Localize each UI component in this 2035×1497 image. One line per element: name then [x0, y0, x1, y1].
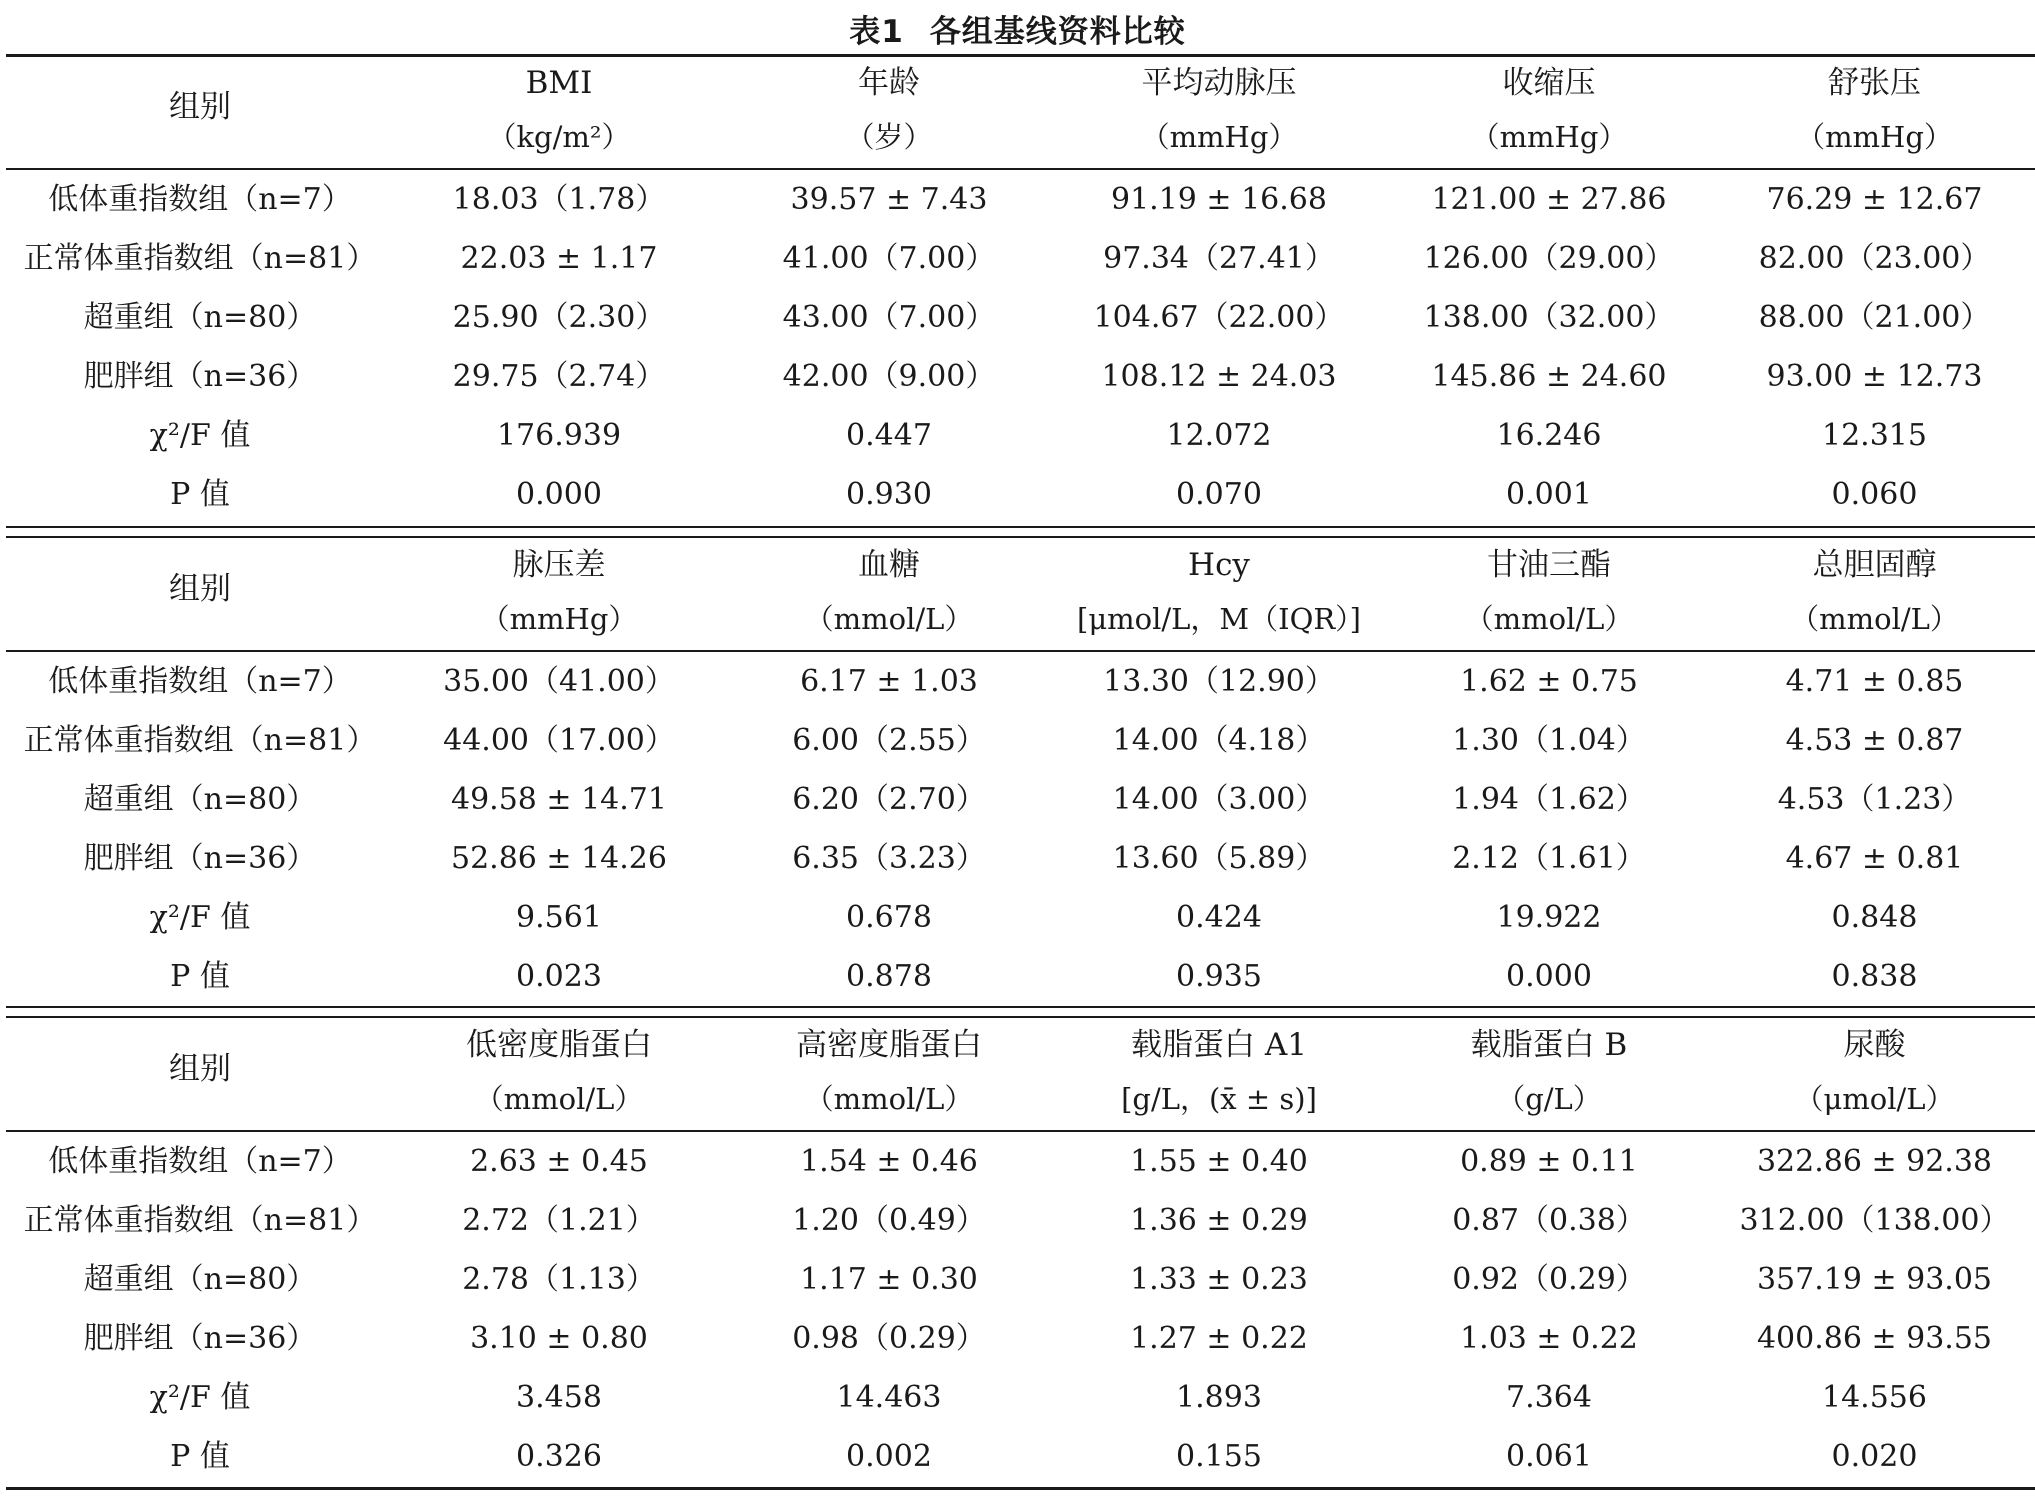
column-header: 舒张压 （mmHg）	[1796, 65, 1953, 154]
table-cell: 145.86 ± 24.60	[1431, 359, 1667, 394]
table-row	[6, 888, 2035, 947]
column-header-group: 组别	[169, 1051, 231, 1087]
table-cell: 14.00（4.18）	[1112, 723, 1326, 758]
table-row	[6, 770, 2035, 829]
table-cell: 97.34（27.41）	[1103, 241, 1335, 276]
table-row	[6, 947, 2035, 1006]
column-header: 收缩压 （mmHg）	[1470, 65, 1628, 154]
table-cell: 1.54 ± 0.46	[800, 1144, 978, 1179]
table-row	[6, 1250, 2035, 1309]
table-cell: 0.848	[1831, 900, 1918, 935]
table-cell: 1.30（1.04）	[1452, 723, 1646, 758]
table-row	[6, 288, 2035, 347]
table-cell: 3.10 ± 0.80	[470, 1321, 648, 1356]
table-row	[6, 1309, 2035, 1368]
table-cell: 19.922	[1496, 900, 1602, 935]
table-cell: 42.00（9.00）	[782, 359, 996, 394]
table-cell: 1.36 ± 0.29	[1130, 1203, 1308, 1238]
table-cell: 0.92（0.29）	[1452, 1262, 1646, 1297]
column-header: 血糖 （mmol/L）	[804, 547, 974, 636]
table-cell: 1.62 ± 0.75	[1460, 664, 1638, 699]
table-cell: 13.60（5.89）	[1112, 841, 1326, 876]
table-cell: 41.00（7.00）	[782, 241, 996, 276]
table-cell: 138.00（32.00）	[1423, 300, 1675, 335]
table-cell: 6.20（2.70）	[792, 782, 986, 817]
table-cell: 0.87（0.38）	[1452, 1203, 1646, 1238]
table-cell: 22.03 ± 1.17	[460, 241, 658, 276]
column-header: 平均动脉压 （mmHg）	[1140, 65, 1298, 154]
table-cell: 0.424	[1176, 900, 1262, 935]
row-label: 肥胖组（n=36）	[83, 841, 317, 876]
table-cell: 6.00（2.55）	[792, 723, 986, 758]
table-row	[6, 1132, 2035, 1191]
table-cell: 44.00（17.00）	[443, 723, 675, 758]
table-cell: 0.002	[846, 1439, 932, 1474]
header-row	[6, 538, 2035, 652]
table-cell: 0.678	[846, 900, 932, 935]
table-cell: 93.00 ± 12.73	[1766, 359, 1983, 394]
table-cell: 1.55 ± 0.40	[1130, 1144, 1308, 1179]
column-header: 载脂蛋白 A1 [g/L，(x̄ ± s)]	[1121, 1027, 1317, 1116]
column-header-group: 组别	[169, 89, 231, 125]
table-cell: 0.000	[1506, 959, 1592, 994]
table-cell: 13.30（12.90）	[1103, 664, 1335, 699]
table-cell: 0.838	[1831, 959, 1918, 994]
table-caption: 各组基线资料比较	[929, 14, 1186, 50]
table-cell: 35.00（41.00）	[443, 664, 675, 699]
column-header: 总胆固醇 （mmol/L）	[1790, 547, 1959, 636]
table-cell: 12.315	[1822, 418, 1927, 453]
table-cell: 1.893	[1176, 1380, 1262, 1415]
table-cell: 0.930	[846, 477, 932, 512]
table-cell: 2.63 ± 0.45	[470, 1144, 648, 1179]
column-header: 载脂蛋白 B （g/L）	[1470, 1027, 1628, 1116]
table-cell: 0.023	[516, 959, 602, 994]
table-cell: 104.67（22.00）	[1093, 300, 1345, 335]
table-cell: 1.33 ± 0.23	[1130, 1262, 1308, 1297]
table-cell: 0.070	[1176, 477, 1262, 512]
table-cell: 2.12（1.61）	[1452, 841, 1646, 876]
table-row	[6, 170, 2035, 229]
column-header: Hcy [μmol/L，M（IQR）]	[1077, 547, 1361, 636]
table-cell: 1.17 ± 0.30	[800, 1262, 978, 1297]
table-cell: 322.86 ± 92.38	[1756, 1144, 1993, 1179]
table-cell: 312.00（138.00）	[1739, 1203, 2010, 1238]
table-cell: 6.17 ± 1.03	[800, 664, 978, 699]
table-cell: 3.458	[516, 1380, 602, 1415]
table-cell: 52.86 ± 14.26	[451, 841, 667, 876]
row-label: χ²/F 值	[149, 900, 251, 935]
table-cell: 82.00（23.00）	[1758, 241, 1991, 276]
table-row	[6, 711, 2035, 770]
table-cell: 12.072	[1166, 418, 1272, 453]
table-row	[6, 406, 2035, 465]
row-label: χ²/F 值	[149, 1380, 251, 1415]
column-header: BMI （kg/m²）	[487, 65, 631, 154]
row-label: 超重组（n=80）	[83, 1262, 317, 1297]
table-cell: 357.19 ± 93.05	[1756, 1262, 1993, 1297]
column-header-group: 组别	[169, 571, 231, 607]
row-label: χ²/F 值	[149, 418, 251, 453]
table-cell: 1.27 ± 0.22	[1130, 1321, 1308, 1356]
table-cell: 4.71 ± 0.85	[1785, 664, 1964, 699]
row-label: 正常体重指数组（n=81）	[23, 241, 377, 276]
table-cell: 400.86 ± 93.55	[1756, 1321, 1993, 1356]
table-cell: 14.463	[836, 1380, 942, 1415]
table-cell: 1.94（1.62）	[1452, 782, 1646, 817]
column-header: 低密度脂蛋白 （mmol/L）	[466, 1027, 652, 1116]
table-cell: 91.19 ± 16.68	[1111, 182, 1327, 217]
table-cell: 108.12 ± 24.03	[1101, 359, 1337, 394]
table-row	[6, 465, 2035, 524]
table-cell: 0.155	[1176, 1439, 1262, 1474]
table-cell: 6.35（3.23）	[792, 841, 986, 876]
table-row	[6, 1368, 2035, 1427]
table-cell: 43.00（7.00）	[782, 300, 996, 335]
section-rule-1a	[6, 526, 2035, 528]
row-label: P 值	[170, 959, 230, 994]
table-cell: 49.58 ± 14.71	[451, 782, 667, 817]
table-cell: 2.78（1.13）	[462, 1262, 656, 1297]
table-row	[6, 229, 2035, 288]
row-label: 低体重指数组（n=7）	[48, 664, 352, 699]
table-cell: 25.90（2.30）	[452, 300, 666, 335]
column-header: 年龄 （岁）	[845, 65, 933, 154]
table-cell: 16.246	[1496, 418, 1602, 453]
table-cell: 0.060	[1831, 477, 1918, 512]
table-cell: 39.57 ± 7.43	[790, 182, 988, 217]
table-cell: 7.364	[1506, 1380, 1592, 1415]
table-row	[6, 347, 2035, 406]
row-label: 正常体重指数组（n=81）	[23, 1203, 377, 1238]
table-cell: 0.89 ± 0.11	[1460, 1144, 1638, 1179]
table-cell: 1.03 ± 0.22	[1460, 1321, 1638, 1356]
table-row	[6, 1427, 2035, 1486]
table-cell: 88.00（21.00）	[1758, 300, 1991, 335]
table-row	[6, 1191, 2035, 1250]
table-cell: 4.53（1.23）	[1777, 782, 1972, 817]
row-label: 低体重指数组（n=7）	[48, 1144, 352, 1179]
row-label: P 值	[170, 477, 230, 512]
table-cell: 126.00（29.00）	[1423, 241, 1675, 276]
table-cell: 76.29 ± 12.67	[1766, 182, 1983, 217]
table-row	[6, 652, 2035, 711]
table-cell: 0.326	[516, 1439, 602, 1474]
table-cell: 0.447	[846, 418, 932, 453]
table-cell: 176.939	[496, 418, 622, 453]
table-cell: 0.001	[1506, 477, 1592, 512]
row-label: 低体重指数组（n=7）	[48, 182, 352, 217]
table-cell: 121.00 ± 27.86	[1431, 182, 1667, 217]
header-row	[6, 1018, 2035, 1132]
table-cell: 29.75（2.74）	[452, 359, 666, 394]
table-cell: 0.061	[1506, 1439, 1592, 1474]
table-row	[6, 829, 2035, 888]
table-cell: 18.03（1.78）	[452, 182, 666, 217]
row-label: 肥胖组（n=36）	[83, 1321, 317, 1356]
row-label: 超重组（n=80）	[83, 782, 317, 817]
section-rule-2a	[6, 1006, 2035, 1008]
table-cell: 0.020	[1831, 1439, 1918, 1474]
table-cell: 0.935	[1176, 959, 1262, 994]
bottom-rule	[6, 1487, 2035, 1490]
column-header: 甘油三酯 （mmol/L）	[1464, 547, 1634, 636]
column-header: 高密度脂蛋白 （mmol/L）	[796, 1027, 982, 1116]
table-cell: 14.00（3.00）	[1112, 782, 1326, 817]
table-cell: 1.20（0.49）	[792, 1203, 986, 1238]
table-cell: 4.67 ± 0.81	[1785, 841, 1964, 876]
column-header: 尿酸 （μmol/L）	[1794, 1027, 1955, 1116]
table-cell: 0.98（0.29）	[792, 1321, 986, 1356]
table-cell: 2.72（1.21）	[462, 1203, 656, 1238]
table-cell: 0.878	[846, 959, 932, 994]
row-label: 超重组（n=80）	[83, 300, 317, 335]
column-header: 脉压差 （mmHg）	[480, 547, 638, 636]
table-cell: 14.556	[1822, 1380, 1927, 1415]
row-label: P 值	[170, 1439, 230, 1474]
table-cell: 0.000	[516, 477, 602, 512]
header-row	[6, 56, 2035, 170]
table-cell: 4.53 ± 0.87	[1785, 723, 1964, 758]
row-label: 正常体重指数组（n=81）	[23, 723, 377, 758]
table-cell: 9.561	[516, 900, 602, 935]
row-label: 肥胖组（n=36）	[83, 359, 317, 394]
table-title	[0, 6, 2035, 51]
table-number: 表1	[849, 14, 904, 50]
